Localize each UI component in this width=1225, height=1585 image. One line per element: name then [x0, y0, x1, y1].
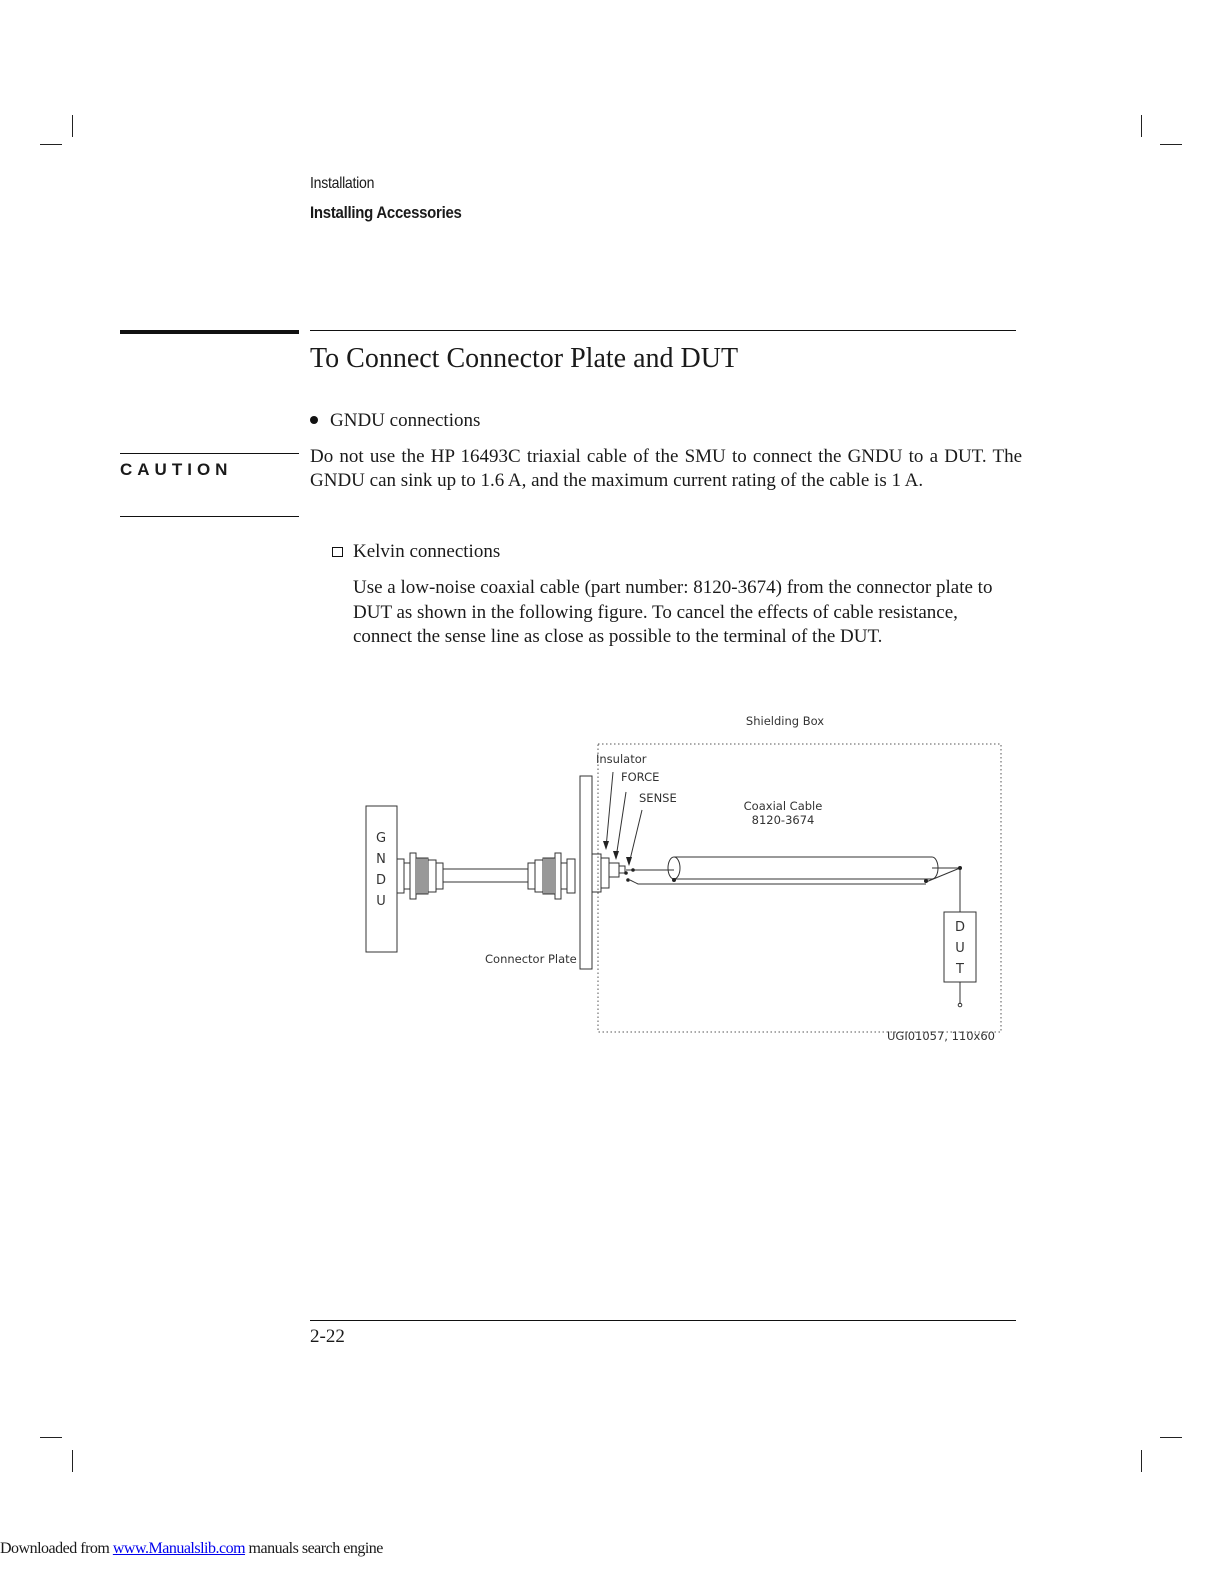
- footer-suffix: manuals search engine: [245, 1540, 383, 1557]
- running-header-section: Installation: [310, 175, 375, 192]
- bullet-label: GNDU connections: [330, 410, 481, 431]
- label-shielding-box: Shielding Box: [745, 714, 825, 728]
- body-paragraph: Use a low-noise coaxial cable (part number: 8120-3674) from the connector plate to DUT as shown in the following figure. To cancel the effects of cable resistance, connect the sense line as close as possible to the terminal of the DUT.: [353, 577, 993, 647]
- label-force: FORCE: [621, 770, 660, 784]
- caution-rule-bottom: [120, 516, 299, 517]
- label-insulator: Insulator: [596, 752, 647, 766]
- crop-mark: [72, 1450, 73, 1472]
- caution-label: CAUTION: [120, 460, 233, 479]
- bullet-dot-icon: [310, 416, 318, 424]
- label-coax-cable: Coaxial Cable: [743, 799, 823, 813]
- download-footer: [0, 1540, 383, 1558]
- gndu-letter: N: [376, 852, 386, 867]
- footer-prefix: Downloaded from: [0, 1540, 113, 1557]
- gndu-letter: G: [375, 831, 387, 846]
- crop-mark: [40, 1437, 62, 1438]
- sub-bullet-item: [332, 541, 500, 563]
- section-rule-thick: [120, 330, 299, 334]
- crop-mark: [72, 115, 73, 137]
- sub-bullet-label: Kelvin connections: [353, 541, 501, 562]
- bullet-item: [310, 410, 480, 432]
- dut-letter: D: [954, 920, 966, 935]
- page-title: To Connect Connector Plate and DUT: [310, 343, 739, 374]
- connection-diagram-svg: [350, 700, 1010, 1060]
- gndu-letter: U: [376, 894, 386, 909]
- label-coax-part: 8120-3674: [751, 813, 815, 827]
- caution-rule-top: [120, 453, 299, 454]
- checkbox-square-icon: [332, 547, 343, 557]
- label-connector-plate: Connector Plate: [485, 952, 577, 966]
- running-header-subsection: Installing Accessories: [310, 203, 462, 222]
- label-sense: SENSE: [639, 791, 677, 805]
- crop-mark: [1160, 144, 1182, 145]
- gndu-letter: D: [375, 873, 387, 888]
- crop-mark: [40, 144, 62, 145]
- connector-plate: [580, 776, 592, 969]
- manualslib-link[interactable]: www.Manualslib.com: [112, 1540, 246, 1557]
- caution-text: Do not use the HP 16493C triaxial cable of the SMU to connect the GNDU to a DUT. The GNDU can sink up to 1.6 A, and the maximum current rating of the cable is 1 A.: [310, 446, 1022, 491]
- section-rule: [310, 330, 1016, 331]
- crop-mark: [1141, 1450, 1142, 1472]
- footer-rule: [310, 1320, 1016, 1321]
- shielding-box: [598, 744, 1001, 1032]
- connection-diagram: [350, 700, 1010, 1065]
- dut-letter: U: [955, 941, 965, 956]
- figure-id: UGI01057, 110x60: [886, 1029, 995, 1043]
- page-number: 2-22: [310, 1326, 345, 1347]
- crop-mark: [1160, 1437, 1182, 1438]
- dut-letter: T: [956, 962, 964, 977]
- crop-mark: [1141, 115, 1142, 137]
